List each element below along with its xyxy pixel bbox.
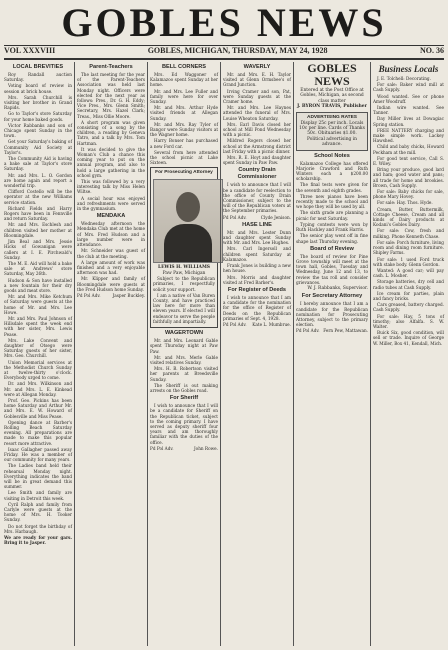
column-business-locals [373,62,444,646]
dateline [4,46,444,58]
paragraph: Victor Rabbanks and son of Chicago spent Sunday in the town. [4,122,74,139]
paragraph: For sale: Hay, 5 tons of timothy; also Alfalfa. S. W. Walter. [373,313,446,329]
closing-note: We are ready for your gars. Bring it to Jasper. [4,535,74,546]
dateline-rule [4,58,444,60]
paragraph: Mr. and Mrs. E. H. Taylor visited at Glenn Ormsbee's of Grand Junction. [223,72,293,88]
advertising-rates-box [296,112,368,151]
paragraph: Bring your produce, good lard and ham; good water and pans; all trade for home and brookies. Brown, Cash Supply. [373,167,446,188]
box-title: For Prosecuting Attorney [155,170,213,176]
paragraph: For sale: Baker wind mill at Cash Supply. [373,82,446,93]
article-body [296,301,368,327]
paragraph: Storage batteries, dry cell and radio tubes at Cash Supply. [373,279,446,290]
paragraph: Mr. Klipper and family of Bloomingdale were guests at the Fred Hudson home Sunday. [77,276,147,292]
paragraph: Hudson & Son have installed a new fountain for their dry goods and meat store. [4,277,74,293]
article-body [77,221,145,292]
paragraph: For sale: Cow, fresh and milking. Phone Kenneth Chase. [373,228,446,239]
paragraph: Mrs. Ed Waggoner of Kalamazoo spent Sunday at her home. [150,72,220,88]
column-divider [220,62,221,646]
paragraph: FREE NATTERY charging and make simple work. Lackey Hawshed. [373,127,446,144]
paragraph: Mr. and Mrs. Lee Fuller and family were here for over Sunday. [150,88,220,105]
article-body [223,295,291,321]
column-local-brevities [4,62,72,646]
paragraph: I wish to announce that I will be a candidate for Sheriff on the Republican ticket, subject to the coming primary. I have served as deputy sheriff four years and am thoroughly familiar with the duties of the office. [150,403,220,445]
paragraph: I wish to announce that I am a candidate for the nomination for the office of Register of Deeds on the Republican primaries of Sept. 4, 1928. [223,294,293,321]
paragraph: The final tests were given for the seventh and eighth grades. [296,182,370,193]
publisher: J. BYRON TRAVIS, Publisher [297,104,367,110]
paragraph: Mildred Rogers closed her school at the Armstrong district last Friday with a picnic dinner. [223,138,293,154]
paragraph: Kalamazoo College has offered Marjorie Crawford and Ruth Winters each a $200.00 scholarship. [296,160,370,182]
column-divider [370,62,371,646]
paragraph: Three new pianos have been recently made to the school and we hope they will be used by all. [296,193,370,210]
column-divider [147,62,148,646]
paragraph: Day Miller lives at Dowagiac Spring station. [373,116,446,127]
tagline: Entered at the Post Office at Gobles, Michigan, as second class matter [300,88,364,104]
paper-logo: GOBLES NEWS [307,61,357,88]
paragraph: A social hour was enjoyed and refreshments were served in the gymnasium. [77,195,147,212]
paragraph: Mr. and Mrs. Ray Tyler of Bangor were Sunday visitors at the Wagner home. [150,121,220,138]
paragraph: Mrs. H. B. Robertson visited her parents at Breedsville Sunday. [150,366,220,382]
signature: John Rowe. [194,445,218,451]
paragraph: The last meeting for the year of the Parent-Teachers Association was held last Monday night. Officers were elected for the next year as follows: Pres., Dr. G. H. Eddy; Vice Pres., Mrs. Glenn Smith; Secretary, Mrs. Hazel Clark; Treas., Miss Ollie Moore. [77,72,147,119]
paragraph: Union Memorial services at the Methodist Church Sunday at twelve-thirty o'clock. Everybody urged to come. [4,359,74,381]
article-body [223,72,291,165]
signature: W. J. Rabbanks, Supervisor. [307,285,368,291]
article-body [150,403,218,445]
signature-line [150,446,218,451]
paragraph: Cyril Ralph and family from Carlyle were guests at the home of Mrs. H. Tooker Sunday. [4,501,74,523]
paragraph: Irving Cramer and son, Pat, were Sunday guests at the Cramer home. [223,88,293,105]
paragraph: The Sheriff is out making arrests on the Gobles road. [150,382,220,393]
portrait-subcaption: Paw Paw, Michigan [162,270,206,276]
article-body [296,254,368,285]
column-divider [74,62,75,646]
political-adv-label: Pd Pol Adv. [223,214,247,220]
announcement-body [153,276,215,324]
column-bell-corners [150,62,218,646]
paragraph: Do not forget the birthday of Mrs. Harbaugh. [4,523,74,534]
paragraph: It was decided to give the Woman's Club a chance this coming year to put on the annual program, and also to hold a large gathering in the school gym. [77,146,147,178]
paragraph: Mr. and Mrs. Merle Gable visited relatives Sunday. [150,354,220,365]
paragraph: Several from here attended the school picnic at Lake Sixteen. [150,149,220,166]
section-heading: MENDAKA [96,213,126,220]
signature-line [223,322,291,327]
paragraph: Mr. and Mrs. Leonard Gable spent Thursday night at Paw Paw. [150,338,220,354]
section-heading: School Notes [314,152,350,159]
paragraph: Buick Six, good condition, will sell or trade. Inquire of George W. Miller, Box 41, Kendall, Mich. [373,330,446,346]
political-adv-label: Pd Pol Adv. [223,321,247,327]
paragraph: Wanted: A good car; will pay cash. L. Mosher. [373,267,446,279]
paragraph: Jim Beal and Mrs. Jessie Hicks of Gowanigan were callers at I. E. Pirchwald's Sunday. [4,239,74,260]
article-body [150,72,218,165]
top-rule [4,45,444,46]
paragraph: The board of review for Pine Grove township will meet at the town hall, Gobles, Tuesday and Wednesday, June 12 and 13, to review the tax roll and consider grievances. [296,253,370,285]
section-heading: For Register of Deeds [227,286,287,293]
paragraph: Mrs. Carl Ingersoll and children spent Saturday at Kalamazoo. [223,246,293,262]
candidate-announcement [150,167,218,328]
paragraph: I am a native of Van Buren County, and have practiced law here for more than eleven years. If elected I will endeavor to serve the people faithfully and impartially. [153,292,217,324]
paragraph: Frank Jones is building a new hen house. [223,263,293,274]
paragraph: For sale: Baby chicks for sale, phone Mary Hovey. [373,189,446,200]
issue-number: NO. 36 [420,46,444,55]
section-heading: LOCAL BREVITIES [12,64,64,70]
paragraph: Lee Smith and family are visiting in Detroit this week. [4,490,74,501]
paragraph: Mr. and Mrs. L. O. Gordon are home again and report a wonderful trip. [4,172,74,189]
paragraph: Isaac Gallagher passed away Friday. He was a member of our community for many years. [4,446,74,463]
paragraph: Ice cream for parties, plain and fancy bricks. [373,290,446,301]
signature: Jasper Buckley. [112,292,145,298]
paragraph: Mrs. Morris and daughter visited at Fred Barker's. [223,274,293,285]
volume: VOL XXXVIII [4,46,56,55]
section-heading: Business Locals [378,64,439,74]
paragraph: I hereby announce that I am a candidate for the Republican nomination for Prosecuting Attorney, subject to the primary election. [296,301,370,328]
paragraph: Richard Fields and Harry Rogers have been in Fennville and return Saturday. [4,205,74,222]
paragraph: Go to Taylor's store Saturday for your home baked goods. [4,111,74,122]
candidate-portrait [153,179,223,263]
paragraph: A large amount of work was finished and a very enjoyable afternoon was had. [77,259,147,276]
article-body [4,72,72,534]
paragraph: Wednesday afternoon the Mendaka Club met at the home of Mrs. Fred Hudson and a large number were in attendance. [77,221,147,248]
paragraph: The Ladies band held their rehearsal Monday night. Everything indicates the band will be in great demand this summer. [4,463,74,490]
paragraph: Mrs. Earl Davis closed her school at Mill Pond Wednesday with a picnic. [223,121,293,138]
paragraph: Mr. and Mrs. Paul Johnson of Hillsdale spent the week end with her sister, Mrs. Lewis Pease. [4,315,74,337]
paragraph: J. E. Tolchell: Decorating. [377,76,431,81]
section-heading: HASE LINE [242,221,272,228]
section-heading: For Secretary Attorney [301,293,363,300]
signature: Fern Pew, Mattawan. [323,328,368,334]
political-adv-label: Pd Pol Adv. [77,292,101,298]
paragraph: The Community Aid is having a bake sale at Taylor's store Saturday. [4,156,74,172]
portrait-caption: LEWIS H. WILLIAMS [158,265,210,271]
paragraph: Typing contests were won by Ruth Hackley and Frank Harris. [296,221,370,233]
paragraph: Opening dance at Barber's Rolling Beach Saturday evening. All preparations are made to make this popular resort more attractive. [4,419,74,446]
paragraph: Mr. Schneider was guest of the club at the meeting. [77,248,147,259]
article-body [296,161,368,244]
paragraph: The sixth grade are planning a picnic for next Saturday. [296,210,370,221]
paragraph: Cars greased, battery charged. Cash Supply. [373,302,446,313]
place-date: GOBLES, MICHIGAN, THURSDAY, MAY 24, 1928 [147,46,328,55]
paragraph: Cream, Butter, Buttermilk, Cottage Cheese, Cream and all kinds of Dairy products at Kodani's Gobles Dairy. [373,206,446,228]
signature-line [296,328,368,333]
paragraph: Mr. and Mrs. Eschlesh and children visited her mother at Bloomingdale. [4,222,74,238]
paragraph: Mr. and Mrs. Mike Ketchum of Saturday were guests at the home of Mr. and Mrs. Lee Howe. [4,294,74,315]
portrait-body [164,224,212,262]
signature-line [223,215,291,220]
paragraph: Harry Bonser has purchased a new Ford car. [150,138,220,149]
paragraph: Indian wire wanted. See Tanner. [373,105,446,116]
paragraph: Mrs. Lake Convent and daughter of Otsego were Saturday guests of her sister, Mrs. Geo. Churchill. [4,337,74,359]
paragraph: For sale: 1 used Ford truck with stake body. Glenn Gordon. [373,256,446,267]
article-body [373,76,444,346]
paragraph: For good tent service, Call S. E. Wiley. [373,155,446,167]
column-parent-teachers [77,62,145,646]
paragraph: Get your Saturday's baking of Community Aid Society at Taylor's. [4,139,74,155]
section-heading: Board of Review [310,245,354,252]
paragraph: Prof. Geo. Pickins has been home Saturday and Arthur Mr. and Mrs. E. W. Howard of Goblesville and Miss Pease. [4,397,74,419]
paragraph: Dr. and Mrs. Wilkinson and Mr. and Mrs. L. E. Kinkead were at Allegan Monday. [4,381,74,397]
column-masthead-box [296,62,368,646]
section-heading: For Sheriff [169,395,199,402]
paragraph: The M. E. Aid will hold a bake sale at Andrews' store Saturday, May 26th. [4,260,74,277]
signature: Kate L. Mumbrue. [252,321,291,327]
paragraph: Mrs. R. E. Hoyt and daughter spent Sunday in Paw Paw. [223,155,293,166]
article-body [223,230,291,285]
paragraph: A short program was given consisting of a song by the children, a reading by Geneva Tatro, and a talk by Mrs. Tom Hartman. [77,119,147,146]
paragraph: Subject to the Republican primaries, I respectfully solicit your support. [153,276,217,292]
portrait-head [176,192,200,222]
paragraph: Wood wanted. See or phone Amer Woodruff. [373,93,446,104]
article-body [223,182,291,213]
paragraph: Child and baby chicks, Howard Peckham at the mill. [373,144,446,155]
signature-line [77,293,145,298]
column-divider [293,62,294,646]
signature: Clyde Jenison. [260,214,291,220]
paragraph: Mrs. Sarah Churchill is visiting her brother in Grand Rapids. [4,94,74,111]
column-waverly [223,62,291,646]
section-heading: BELL CORNERS [161,64,207,70]
section-heading: Country Drain Commissioner [237,167,277,181]
ad-title: ADVERTISING RATES [306,114,358,120]
paragraph: For sale: Hay. Thos. Hyde. [377,200,433,206]
paragraph: Mr. and Mrs. Lee Haynes attended the funeral of Mrs. Louise Wheaton Saturday. [223,105,293,121]
paragraph: I wish to announce that I will be a candidate for reelection to the office of County Drain Commissioner, subject to the will of the Republican voters at the September primaries. [223,182,293,214]
section-heading: WAVERLY [243,64,271,70]
article-body [150,338,218,393]
masthead: GOBLES NEWS [61,0,387,45]
paragraph: Roy Randall auction Saturday. [4,72,74,83]
paragraph: This was followed by a very interesting talk by Miss Helen Wiltse. [77,179,147,195]
section-heading: WAGERTOWN [164,330,204,337]
paragraph: Voting board of review in session at brick house. [4,83,74,94]
article-body [77,72,145,211]
section-heading: Parent-Teachers [89,64,133,70]
paragraph: For sale: Porch furniture, living room and dining room furniture. Shipley Farms. [373,239,446,256]
paragraph: The senior play went off in fine shape last Thursday evening. [296,233,370,244]
paragraph: Mr. and Mrs. Arthur Hyde visited friends at Allegan Sunday. [150,105,220,121]
paragraph: Mr. and Mrs. Lester Dunn and daughter spent Sunday with Mr. and Mrs. Lee Hughes. [223,229,293,246]
ad-text: Display 25c per inch. Locals 10c per line. Cards of Thanks 50c. Obituaries $1.00. Political advertising in advance. [299,120,365,148]
political-adv-label: Pd Pol Adv. [150,445,174,451]
paragraph: Clifford Costello will be the operator at the new Williams service station. [4,189,74,205]
political-adv-label: Pd Pol Adv. [296,328,320,334]
